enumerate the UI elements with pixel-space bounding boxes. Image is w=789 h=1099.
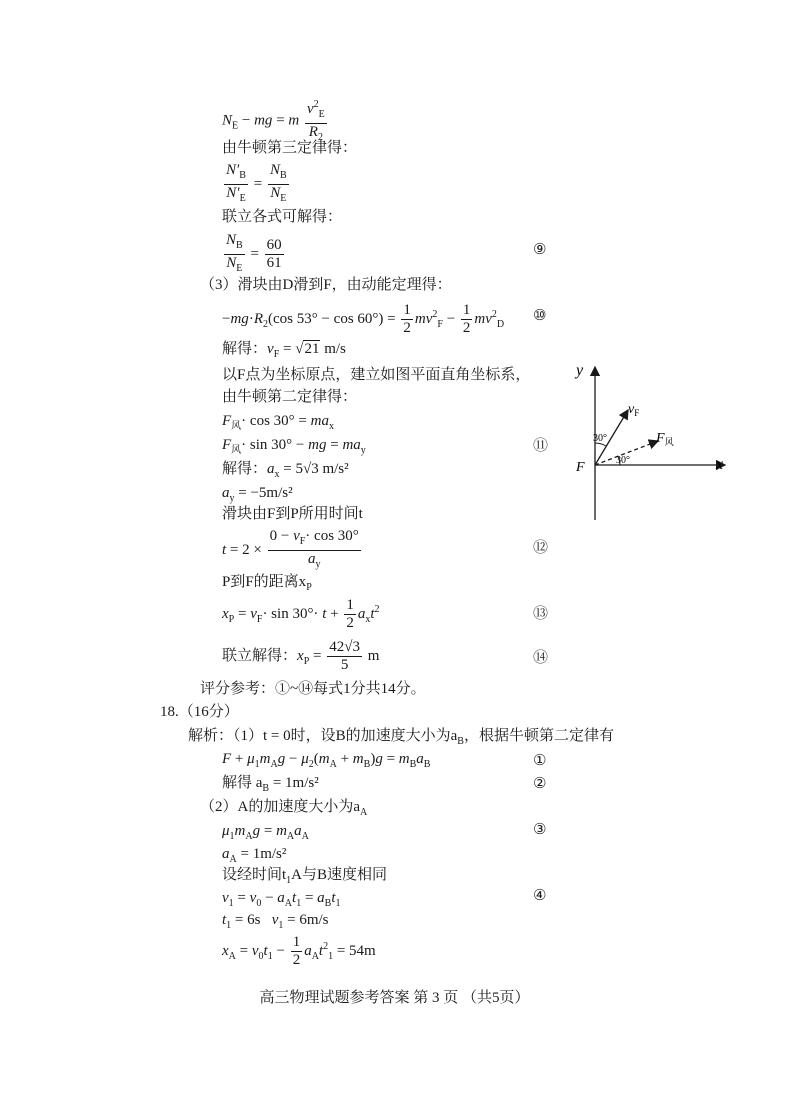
eq-18-4: $v_1 = v_0 - a_At_1 = a_Bt_1$ [222,890,341,909]
part2-text: （2）A的加速度大小为$a_A$ [200,799,368,818]
v1-value: = 6m/s [287,912,329,928]
circled-4: ④ [533,886,547,904]
page-footer: 高三物理试题参考答案 第 3 页 （共5页） [259,990,530,1006]
eq-ay: $a_y = -5m/s^2$ [222,485,293,504]
final-den: 5 [340,657,349,673]
aA-value: = 1m/s² [240,846,287,862]
t1-tail: A与B速度相同 [291,867,388,883]
final-solve-label: 联立解得： [222,647,298,664]
eq-18-1: $F + \mu_1m_Ag - \mu_2(m_A + m_B)g = m_Ba_B$ [222,751,431,770]
angle-label-1: 30° [593,433,607,444]
aB-value: = 1m/s² [272,775,319,791]
part3-intro: （3）滑块由D滑到F，由动能定理得： [200,277,452,293]
circled-10: ⑩ [533,306,547,324]
eq-ne: $N_E$ − mg = m $\frac{v^2_E}{R_2}$ [222,96,329,146]
eq-18-2: 解得 $a_B = 1m/s^2$ [222,775,319,794]
eq-energy: $-mg\cdot R_2(\cos$ 53° − cos 60°) = $\frac{1}{2}$ $mv^2_F$ − $\frac{1}{2}$ $mv^2_D$ [222,302,505,336]
axis-y-label: y [576,362,584,379]
newton2-text: 由牛顿第二定律得： [222,389,358,405]
eq-fx: $F_风\cdot \cos 30^\circ = ma_x$ [222,413,334,432]
circled-11: ⑪ [533,436,549,454]
circled-2: ② [533,774,547,792]
q18-title: 18.（16分） [160,704,239,720]
vf-value: 21 [304,341,320,357]
dist-label: P到F的距离x [222,574,307,590]
final-unit: m [367,647,380,664]
circled-9: ⑨ [533,240,547,258]
eq-ax: 解得：$a_x = 5√3$ m/s² [222,461,349,480]
xA-value: = 54m [336,942,376,959]
q18-analysis: 解析：（1）t = 0时，设B的加速度大小为$a_B$，根据牛顿第二定律有 [188,728,614,747]
scoring-text: 评分参考：①~⑭每式1分共14分。 [200,681,426,697]
part2-label: （2）A的加速度大小为a [200,799,360,815]
aB-label: 解得 a [222,775,263,791]
q18-analysis-tail: ，根据牛顿第二定律有 [463,728,614,744]
eq-xA: $x_A = v_0t_1$ − $\frac{1}{2}$ $a_At^2_1 = 54m$ [222,934,376,968]
circled-14: ⑭ [533,648,549,666]
coordinate-diagram [560,355,740,535]
text-newton3: 由牛顿第三定律得： [222,140,358,156]
solve-a-label: 解得： [222,461,268,477]
eq-vf: 解得：$v_F = √21$ m/s [222,341,346,360]
eq-18-3: $\mu_1m_Ag = m_Aa_A$ [222,823,309,842]
eq-xp: $x_P = v_F\cdot \sin 30^\circ\cdot t$ + $\frac{1}{2}$ $a_xt^2$ [222,597,380,631]
eq-ratio: $\frac{N_B}{N_E}$ = $\frac{60}{61}$ [226,232,282,274]
eq-final: 联立解得：$x_P$ = $\frac{42√3}{5}$ m [222,639,380,673]
text-combine: 联立各式可解得： [222,209,343,225]
circled-12: ⑫ [533,538,549,556]
axis-x-label: x [716,456,724,473]
q18-analysis-label: 解析：（1）t = 0时，设B的加速度大小为a [188,728,458,744]
circled-13: ⑬ [533,604,549,622]
ratio-den: 61 [266,255,282,271]
eq-t: t = 2 × $\frac{0 - v_F\cdot \cos 30^\circ}{a_y}$ [222,528,359,570]
coord-text: 以F点为坐标原点，建立如图平面直角坐标系， [222,367,531,383]
solve-vf-label: 解得： [222,341,268,357]
vec-v-label: $v_F$ [628,402,640,418]
eq-ratio-prime: $\frac{N'_B}{N'_E}$ = $\frac{N_B}{N_E}$ [226,162,287,204]
ax-value: 5√3 m/s² [295,461,349,477]
t1-label: 设经时间t [222,867,287,883]
dist-text: P到F的距离$x_P$ [222,574,312,593]
t1-value: = 6s [234,912,261,928]
eq-fy: $F_风\cdot \sin 30^\circ$ − mg = $ma_y$ [222,437,366,456]
vec-f-label: $F_风$ [656,431,674,447]
ratio-num: 60 [266,237,282,253]
eq-t1: $t_1 = 6s$ $v_1 = 6m/s$ [222,912,329,931]
ay-value: = −5m/s² [238,485,293,501]
circled-1: ① [533,751,547,769]
final-num: 42√3 [329,639,360,655]
eq-aA: $a_A = 1m/s^2$ [222,846,287,865]
circled-3: ③ [533,820,547,838]
t1-text: 设经时间$t_1A$与B速度相同 [222,867,388,886]
origin-label: F [576,460,585,475]
vf-unit: m/s [324,341,346,357]
angle-label-2: 30° [616,455,630,466]
time-text: 滑块由F到P所用时间t [222,506,363,522]
